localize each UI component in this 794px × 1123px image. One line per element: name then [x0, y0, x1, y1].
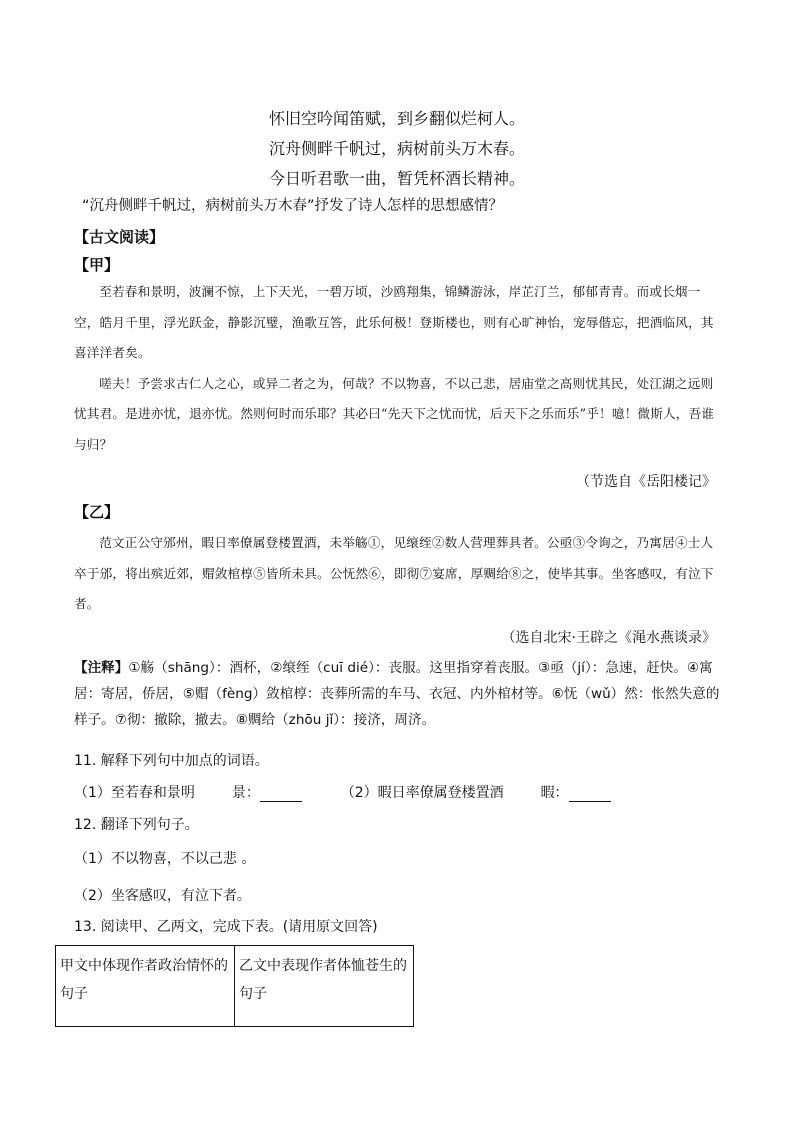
table-cell-yi[interactable]: 乙文中表现作者体恤苍生的句子 [235, 946, 414, 1027]
notes-block [74, 655, 726, 733]
q11-item2-word: 暇： [540, 785, 569, 801]
yi-paragraph: 范文正公守邠州，暇日率僚属登楼置酒，未举觞①，见缞绖②数人营理葬具者。公亟③令询之，乃寓居④士人卒于邠，将出殡近郊，赗敛棺椁⑤皆所未具。公怃然⑥，即彻⑦宴席，厚赒给⑧之，使毕其事。坐客感叹，有泣下者。 [74, 535, 714, 611]
notes-label: 【注释】 [74, 660, 129, 676]
notes-text: ①觞（shāng）：酒杯，②缞绖（cuī dié）：丧服。这里指穿着丧服。③亟（jí）：急速，赶快。④寓居：寄居，侨居，⑤赗（fèng）敛棺椁：丧葬所需的车马、衣冠、内外棺材等。⑥怃（wǔ）然：怅然失意的样子。⑦彻：撤除，撤去。⑧赒给（zhōu jǐ）：接济，周济。 [74, 660, 720, 728]
q12-item-1: （1）不以物喜，不以己悲 。 [74, 851, 256, 867]
jia-source: （节选自《岳阳楼记》 [576, 474, 716, 490]
table-cell-jia[interactable]: 甲文中体现作者政治情怀的句子 [56, 946, 235, 1027]
poem-question: “沉舟侧畔千帆过，病树前头万木春”抒发了诗人怎样的思想感情？ [82, 198, 504, 214]
jia-paragraph-2: 嗟夫！予尝求古仁人之心，或异二者之为，何哉？不以物喜，不以己悲，居庙堂之高则忧其民，处江湖之远则忧其君。是进亦忧，退亦忧。然则何时而乐耶？其必曰“先天下之忧而忧，后天下之乐而乐”乎！噫！微斯人，吾谁与归？ [74, 375, 715, 452]
answer-table [55, 945, 414, 1027]
q11-item1-text: （1）至若春和景明 [74, 785, 195, 801]
table-row [56, 946, 414, 1027]
section-title: 【古文阅读】 [74, 228, 165, 246]
poem-line: 沉舟侧畔千帆过，病树前头万木春。 [268, 139, 525, 158]
q12-title: 12. 翻译下列句子。 [74, 817, 199, 833]
q11-item2-text: （2）暇日率僚属登楼置酒 [340, 785, 504, 801]
jia-label: 【甲】 [74, 256, 120, 274]
answer-blank[interactable] [260, 787, 302, 802]
poem-line: 今日听君歌一曲，暂凭杯酒长精神。 [268, 169, 525, 188]
yi-label: 【乙】 [74, 503, 120, 521]
q11-item1-word: 景： [231, 785, 260, 801]
q13-title: 13. 阅读甲、乙两文，完成下表。(请用原文回答) [74, 919, 378, 935]
jia-text [74, 277, 724, 460]
q12-item-2: （2）坐客感叹，有泣下者。 [74, 888, 251, 904]
q11-title: 11. 解释下列句中加点的词语。 [74, 753, 269, 769]
poem-line: 怀旧空吟闻笛赋，到乡翻似烂柯人。 [268, 109, 525, 128]
yi-text [74, 528, 724, 620]
answer-blank[interactable] [569, 787, 611, 802]
yi-source: （选自北宋·王辟之《渑水燕谈录》 [501, 630, 716, 646]
jia-paragraph-1: 至若春和景明，波澜不惊，上下天光，一碧万顷，沙鸥翔集，锦鳞游泳，岸芷汀兰，郁郁青青。而或长烟一空，皓月千里，浮光跃金，静影沉璧，渔歌互答，此乐何极！登斯楼也，则有心旷神怡，宠辱偕忘，把酒临风，其喜洋洋者矣。 [74, 284, 714, 360]
q11-item-1 [74, 784, 611, 802]
